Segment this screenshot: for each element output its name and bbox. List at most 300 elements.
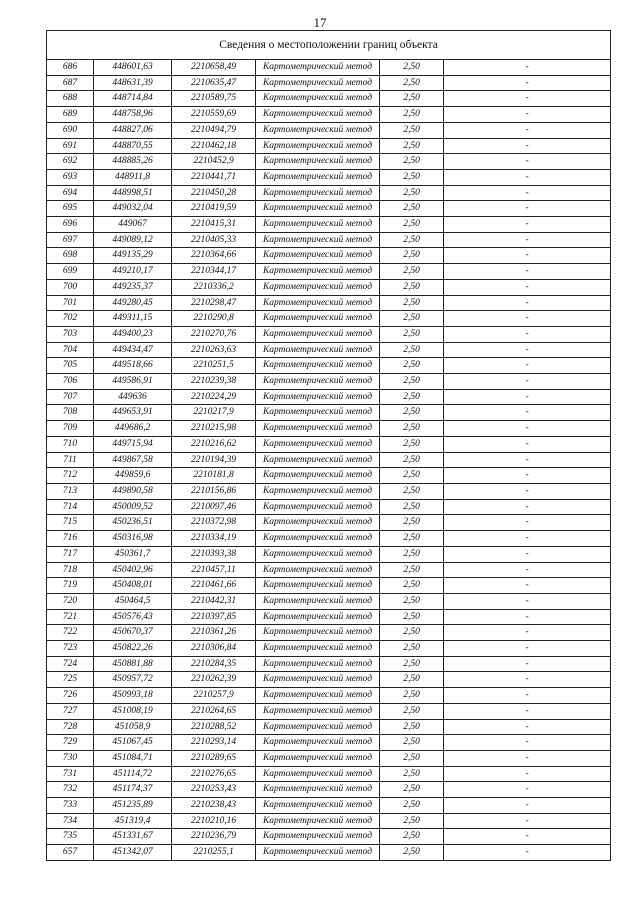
table-row xyxy=(47,264,611,280)
table-row xyxy=(47,389,611,405)
x-coordinate-cell: 449715,94 xyxy=(94,436,172,452)
accuracy-cell: 2,50 xyxy=(380,750,444,766)
point-number-cell: 722 xyxy=(47,625,94,641)
point-number-cell: 704 xyxy=(47,342,94,358)
description-cell: - xyxy=(444,217,611,233)
description-cell: - xyxy=(444,546,611,562)
accuracy-cell: 2,50 xyxy=(380,374,444,390)
x-coordinate-cell: 449032,04 xyxy=(94,201,172,217)
method-cell: Картометрический метод xyxy=(256,813,380,829)
point-number-cell: 729 xyxy=(47,735,94,751)
y-coordinate-cell: 2210494,79 xyxy=(172,122,256,138)
table-row xyxy=(47,688,611,704)
description-cell: - xyxy=(444,169,611,185)
accuracy-cell: 2,50 xyxy=(380,531,444,547)
point-number-cell: 735 xyxy=(47,829,94,845)
point-number-cell: 716 xyxy=(47,531,94,547)
x-coordinate-cell: 451342,07 xyxy=(94,845,172,861)
description-cell: - xyxy=(444,735,611,751)
description-cell: - xyxy=(444,295,611,311)
x-coordinate-cell: 449235,37 xyxy=(94,279,172,295)
y-coordinate-cell: 2210293,14 xyxy=(172,735,256,751)
point-number-cell: 712 xyxy=(47,468,94,484)
x-coordinate-cell: 449210,17 xyxy=(94,264,172,280)
point-number-cell: 727 xyxy=(47,703,94,719)
table-title: Сведения о местоположении границ объекта xyxy=(47,31,611,60)
table-row xyxy=(47,91,611,107)
description-cell: - xyxy=(444,766,611,782)
description-cell: - xyxy=(444,107,611,123)
description-cell: - xyxy=(444,279,611,295)
method-cell: Картометрический метод xyxy=(256,609,380,625)
description-cell: - xyxy=(444,201,611,217)
x-coordinate-cell: 450993,18 xyxy=(94,688,172,704)
x-coordinate-cell: 449867,58 xyxy=(94,452,172,468)
y-coordinate-cell: 2210276,65 xyxy=(172,766,256,782)
x-coordinate-cell: 450576,43 xyxy=(94,609,172,625)
x-coordinate-cell: 450957,72 xyxy=(94,672,172,688)
y-coordinate-cell: 2210290,8 xyxy=(172,311,256,327)
y-coordinate-cell: 2210270,76 xyxy=(172,326,256,342)
method-cell: Картометрический метод xyxy=(256,358,380,374)
method-cell: Картометрический метод xyxy=(256,703,380,719)
accuracy-cell: 2,50 xyxy=(380,735,444,751)
point-number-cell: 730 xyxy=(47,750,94,766)
method-cell: Картометрический метод xyxy=(256,91,380,107)
x-coordinate-cell: 450009,52 xyxy=(94,499,172,515)
x-coordinate-cell: 449653,91 xyxy=(94,405,172,421)
method-cell: Картометрический метод xyxy=(256,389,380,405)
table-row xyxy=(47,185,611,201)
y-coordinate-cell: 2210589,75 xyxy=(172,91,256,107)
point-number-cell: 720 xyxy=(47,593,94,609)
y-coordinate-cell: 2210257,9 xyxy=(172,688,256,704)
method-cell: Картометрический метод xyxy=(256,295,380,311)
x-coordinate-cell: 450236,51 xyxy=(94,515,172,531)
description-cell: - xyxy=(444,60,611,76)
method-cell: Картометрический метод xyxy=(256,593,380,609)
table-row xyxy=(47,593,611,609)
x-coordinate-cell: 449280,45 xyxy=(94,295,172,311)
point-number-cell: 687 xyxy=(47,75,94,91)
y-coordinate-cell: 2210405,33 xyxy=(172,232,256,248)
y-coordinate-cell: 2210224,29 xyxy=(172,389,256,405)
description-cell: - xyxy=(444,342,611,358)
x-coordinate-cell: 449089,12 xyxy=(94,232,172,248)
accuracy-cell: 2,50 xyxy=(380,154,444,170)
accuracy-cell: 2,50 xyxy=(380,436,444,452)
point-number-cell: 721 xyxy=(47,609,94,625)
table-row xyxy=(47,546,611,562)
y-coordinate-cell: 2210441,71 xyxy=(172,169,256,185)
y-coordinate-cell: 2210559,69 xyxy=(172,107,256,123)
description-cell: - xyxy=(444,750,611,766)
y-coordinate-cell: 2210658,49 xyxy=(172,60,256,76)
accuracy-cell: 2,50 xyxy=(380,813,444,829)
method-cell: Картометрический метод xyxy=(256,829,380,845)
description-cell: - xyxy=(444,672,611,688)
method-cell: Картометрический метод xyxy=(256,154,380,170)
y-coordinate-cell: 2210442,31 xyxy=(172,593,256,609)
y-coordinate-cell: 2210419,59 xyxy=(172,201,256,217)
description-cell: - xyxy=(444,829,611,845)
y-coordinate-cell: 2210264,65 xyxy=(172,703,256,719)
table-row xyxy=(47,421,611,437)
method-cell: Картометрический метод xyxy=(256,656,380,672)
point-number-cell: 699 xyxy=(47,264,94,280)
description-cell: - xyxy=(444,122,611,138)
table-row xyxy=(47,232,611,248)
accuracy-cell: 2,50 xyxy=(380,499,444,515)
y-coordinate-cell: 2210156,86 xyxy=(172,483,256,499)
table-row xyxy=(47,735,611,751)
method-cell: Картометрический метод xyxy=(256,562,380,578)
point-number-cell: 705 xyxy=(47,358,94,374)
description-cell: - xyxy=(444,798,611,814)
y-coordinate-cell: 2210298,47 xyxy=(172,295,256,311)
method-cell: Картометрический метод xyxy=(256,60,380,76)
accuracy-cell: 2,50 xyxy=(380,625,444,641)
accuracy-cell: 2,50 xyxy=(380,217,444,233)
table-row xyxy=(47,782,611,798)
method-cell: Картометрический метод xyxy=(256,719,380,735)
x-coordinate-cell: 449135,29 xyxy=(94,248,172,264)
y-coordinate-cell: 2210397,85 xyxy=(172,609,256,625)
y-coordinate-cell: 2210457,11 xyxy=(172,562,256,578)
table-row xyxy=(47,60,611,76)
point-number-cell: 701 xyxy=(47,295,94,311)
accuracy-cell: 2,50 xyxy=(380,641,444,657)
description-cell: - xyxy=(444,232,611,248)
description-cell: - xyxy=(444,326,611,342)
point-number-cell: 717 xyxy=(47,546,94,562)
accuracy-cell: 2,50 xyxy=(380,60,444,76)
description-cell: - xyxy=(444,468,611,484)
table-row xyxy=(47,750,611,766)
accuracy-cell: 2,50 xyxy=(380,798,444,814)
method-cell: Картометрический метод xyxy=(256,468,380,484)
table-row xyxy=(47,719,611,735)
description-cell: - xyxy=(444,845,611,861)
y-coordinate-cell: 2210255,1 xyxy=(172,845,256,861)
description-cell: - xyxy=(444,374,611,390)
accuracy-cell: 2,50 xyxy=(380,279,444,295)
x-coordinate-cell: 448631,39 xyxy=(94,75,172,91)
table-row xyxy=(47,169,611,185)
table-row xyxy=(47,703,611,719)
method-cell: Картометрический метод xyxy=(256,201,380,217)
method-cell: Картометрический метод xyxy=(256,688,380,704)
y-coordinate-cell: 2210306,84 xyxy=(172,641,256,657)
y-coordinate-cell: 2210216,62 xyxy=(172,436,256,452)
description-cell: - xyxy=(444,499,611,515)
point-number-cell: 703 xyxy=(47,326,94,342)
x-coordinate-cell: 448827,06 xyxy=(94,122,172,138)
point-number-cell: 657 xyxy=(47,845,94,861)
accuracy-cell: 2,50 xyxy=(380,452,444,468)
table-row xyxy=(47,578,611,594)
method-cell: Картометрический метод xyxy=(256,625,380,641)
point-number-cell: 732 xyxy=(47,782,94,798)
x-coordinate-cell: 451058,9 xyxy=(94,719,172,735)
description-cell: - xyxy=(444,688,611,704)
description-cell: - xyxy=(444,452,611,468)
table-row xyxy=(47,672,611,688)
description-cell: - xyxy=(444,389,611,405)
description-cell: - xyxy=(444,531,611,547)
accuracy-cell: 2,50 xyxy=(380,326,444,342)
method-cell: Картометрический метод xyxy=(256,374,380,390)
y-coordinate-cell: 2210236,79 xyxy=(172,829,256,845)
x-coordinate-cell: 448998,51 xyxy=(94,185,172,201)
accuracy-cell: 2,50 xyxy=(380,201,444,217)
boundary-table xyxy=(46,30,611,861)
y-coordinate-cell: 2210289,65 xyxy=(172,750,256,766)
y-coordinate-cell: 2210336,2 xyxy=(172,279,256,295)
x-coordinate-cell: 451319,4 xyxy=(94,813,172,829)
method-cell: Картометрический метод xyxy=(256,107,380,123)
method-cell: Картометрический метод xyxy=(256,342,380,358)
table-row xyxy=(47,295,611,311)
table-row xyxy=(47,531,611,547)
table-row xyxy=(47,374,611,390)
table-row xyxy=(47,326,611,342)
accuracy-cell: 2,50 xyxy=(380,515,444,531)
x-coordinate-cell: 450670,37 xyxy=(94,625,172,641)
y-coordinate-cell: 2210097,46 xyxy=(172,499,256,515)
point-number-cell: 708 xyxy=(47,405,94,421)
y-coordinate-cell: 2210364,66 xyxy=(172,248,256,264)
method-cell: Картометрический метод xyxy=(256,515,380,531)
x-coordinate-cell: 451067,45 xyxy=(94,735,172,751)
point-number-cell: 700 xyxy=(47,279,94,295)
table-row xyxy=(47,107,611,123)
description-cell: - xyxy=(444,719,611,735)
x-coordinate-cell: 449890,58 xyxy=(94,483,172,499)
x-coordinate-cell: 449586,91 xyxy=(94,374,172,390)
accuracy-cell: 2,50 xyxy=(380,122,444,138)
table-row xyxy=(47,813,611,829)
description-cell: - xyxy=(444,656,611,672)
table-row xyxy=(47,154,611,170)
description-cell: - xyxy=(444,782,611,798)
point-number-cell: 726 xyxy=(47,688,94,704)
table-row xyxy=(47,122,611,138)
table-row xyxy=(47,436,611,452)
x-coordinate-cell: 450822,26 xyxy=(94,641,172,657)
x-coordinate-cell: 449686,2 xyxy=(94,421,172,437)
point-number-cell: 734 xyxy=(47,813,94,829)
point-number-cell: 697 xyxy=(47,232,94,248)
x-coordinate-cell: 448885,26 xyxy=(94,154,172,170)
table-row xyxy=(47,468,611,484)
y-coordinate-cell: 2210215,98 xyxy=(172,421,256,437)
y-coordinate-cell: 2210194,39 xyxy=(172,452,256,468)
accuracy-cell: 2,50 xyxy=(380,782,444,798)
accuracy-cell: 2,50 xyxy=(380,248,444,264)
point-number-cell: 694 xyxy=(47,185,94,201)
point-number-cell: 686 xyxy=(47,60,94,76)
x-coordinate-cell: 449434,47 xyxy=(94,342,172,358)
table-row xyxy=(47,342,611,358)
table-row xyxy=(47,641,611,657)
method-cell: Картометрический метод xyxy=(256,750,380,766)
table-row xyxy=(47,405,611,421)
table-row xyxy=(47,75,611,91)
accuracy-cell: 2,50 xyxy=(380,75,444,91)
accuracy-cell: 2,50 xyxy=(380,719,444,735)
x-coordinate-cell: 450464,5 xyxy=(94,593,172,609)
description-cell: - xyxy=(444,138,611,154)
x-coordinate-cell: 451114,72 xyxy=(94,766,172,782)
x-coordinate-cell: 451235,89 xyxy=(94,798,172,814)
table-row xyxy=(47,311,611,327)
point-number-cell: 696 xyxy=(47,217,94,233)
y-coordinate-cell: 2210635,47 xyxy=(172,75,256,91)
point-number-cell: 698 xyxy=(47,248,94,264)
table-row xyxy=(47,279,611,295)
method-cell: Картометрический метод xyxy=(256,75,380,91)
y-coordinate-cell: 2210415,31 xyxy=(172,217,256,233)
method-cell: Картометрический метод xyxy=(256,672,380,688)
accuracy-cell: 2,50 xyxy=(380,342,444,358)
method-cell: Картометрический метод xyxy=(256,531,380,547)
method-cell: Картометрический метод xyxy=(256,279,380,295)
accuracy-cell: 2,50 xyxy=(380,562,444,578)
method-cell: Картометрический метод xyxy=(256,845,380,861)
x-coordinate-cell: 448758,96 xyxy=(94,107,172,123)
accuracy-cell: 2,50 xyxy=(380,389,444,405)
description-cell: - xyxy=(444,311,611,327)
accuracy-cell: 2,50 xyxy=(380,672,444,688)
method-cell: Картометрический метод xyxy=(256,421,380,437)
table-row xyxy=(47,217,611,233)
point-number-cell: 692 xyxy=(47,154,94,170)
method-cell: Картометрический метод xyxy=(256,782,380,798)
table-row xyxy=(47,483,611,499)
x-coordinate-cell: 450881,88 xyxy=(94,656,172,672)
point-number-cell: 710 xyxy=(47,436,94,452)
point-number-cell: 715 xyxy=(47,515,94,531)
description-cell: - xyxy=(444,703,611,719)
table-row xyxy=(47,138,611,154)
y-coordinate-cell: 2210452,9 xyxy=(172,154,256,170)
y-coordinate-cell: 2210372,98 xyxy=(172,515,256,531)
x-coordinate-cell: 450402,96 xyxy=(94,562,172,578)
y-coordinate-cell: 2210238,43 xyxy=(172,798,256,814)
accuracy-cell: 2,50 xyxy=(380,169,444,185)
accuracy-cell: 2,50 xyxy=(380,91,444,107)
y-coordinate-cell: 2210284,35 xyxy=(172,656,256,672)
x-coordinate-cell: 449636 xyxy=(94,389,172,405)
table-row xyxy=(47,798,611,814)
accuracy-cell: 2,50 xyxy=(380,483,444,499)
y-coordinate-cell: 2210288,52 xyxy=(172,719,256,735)
point-number-cell: 706 xyxy=(47,374,94,390)
description-cell: - xyxy=(444,578,611,594)
x-coordinate-cell: 448601,63 xyxy=(94,60,172,76)
accuracy-cell: 2,50 xyxy=(380,107,444,123)
point-number-cell: 702 xyxy=(47,311,94,327)
x-coordinate-cell: 449067 xyxy=(94,217,172,233)
table-row xyxy=(47,829,611,845)
accuracy-cell: 2,50 xyxy=(380,232,444,248)
table-row xyxy=(47,201,611,217)
x-coordinate-cell: 451174,37 xyxy=(94,782,172,798)
page-number: 17 xyxy=(313,15,327,30)
x-coordinate-cell: 448714,84 xyxy=(94,91,172,107)
method-cell: Картометрический метод xyxy=(256,499,380,515)
point-number-cell: 711 xyxy=(47,452,94,468)
table-row xyxy=(47,358,611,374)
table-row xyxy=(47,515,611,531)
y-coordinate-cell: 2210361,26 xyxy=(172,625,256,641)
description-cell: - xyxy=(444,421,611,437)
description-cell: - xyxy=(444,641,611,657)
point-number-cell: 718 xyxy=(47,562,94,578)
point-number-cell: 713 xyxy=(47,483,94,499)
method-cell: Картометрический метод xyxy=(256,546,380,562)
y-coordinate-cell: 2210262,39 xyxy=(172,672,256,688)
accuracy-cell: 2,50 xyxy=(380,656,444,672)
y-coordinate-cell: 2210251,5 xyxy=(172,358,256,374)
table-row xyxy=(47,499,611,515)
accuracy-cell: 2,50 xyxy=(380,829,444,845)
y-coordinate-cell: 2210239,38 xyxy=(172,374,256,390)
accuracy-cell: 2,50 xyxy=(380,468,444,484)
table-row xyxy=(47,766,611,782)
point-number-cell: 725 xyxy=(47,672,94,688)
table-row xyxy=(47,452,611,468)
y-coordinate-cell: 2210263,63 xyxy=(172,342,256,358)
accuracy-cell: 2,50 xyxy=(380,845,444,861)
method-cell: Картометрический метод xyxy=(256,264,380,280)
point-number-cell: 728 xyxy=(47,719,94,735)
method-cell: Картометрический метод xyxy=(256,735,380,751)
method-cell: Картометрический метод xyxy=(256,641,380,657)
description-cell: - xyxy=(444,185,611,201)
description-cell: - xyxy=(444,483,611,499)
accuracy-cell: 2,50 xyxy=(380,264,444,280)
x-coordinate-cell: 449311,15 xyxy=(94,311,172,327)
table-row xyxy=(47,625,611,641)
x-coordinate-cell: 451084,71 xyxy=(94,750,172,766)
method-cell: Картометрический метод xyxy=(256,122,380,138)
method-cell: Картометрический метод xyxy=(256,436,380,452)
accuracy-cell: 2,50 xyxy=(380,185,444,201)
x-coordinate-cell: 448870,55 xyxy=(94,138,172,154)
point-number-cell: 709 xyxy=(47,421,94,437)
description-cell: - xyxy=(444,515,611,531)
method-cell: Картометрический метод xyxy=(256,138,380,154)
method-cell: Картометрический метод xyxy=(256,798,380,814)
x-coordinate-cell: 450408,01 xyxy=(94,578,172,594)
accuracy-cell: 2,50 xyxy=(380,609,444,625)
y-coordinate-cell: 2210210,16 xyxy=(172,813,256,829)
description-cell: - xyxy=(444,813,611,829)
accuracy-cell: 2,50 xyxy=(380,593,444,609)
description-cell: - xyxy=(444,562,611,578)
accuracy-cell: 2,50 xyxy=(380,405,444,421)
x-coordinate-cell: 450361,7 xyxy=(94,546,172,562)
point-number-cell: 731 xyxy=(47,766,94,782)
accuracy-cell: 2,50 xyxy=(380,358,444,374)
y-coordinate-cell: 2210181,8 xyxy=(172,468,256,484)
method-cell: Картометрический метод xyxy=(256,766,380,782)
y-coordinate-cell: 2210462,18 xyxy=(172,138,256,154)
x-coordinate-cell: 449518,66 xyxy=(94,358,172,374)
x-coordinate-cell: 451331,67 xyxy=(94,829,172,845)
